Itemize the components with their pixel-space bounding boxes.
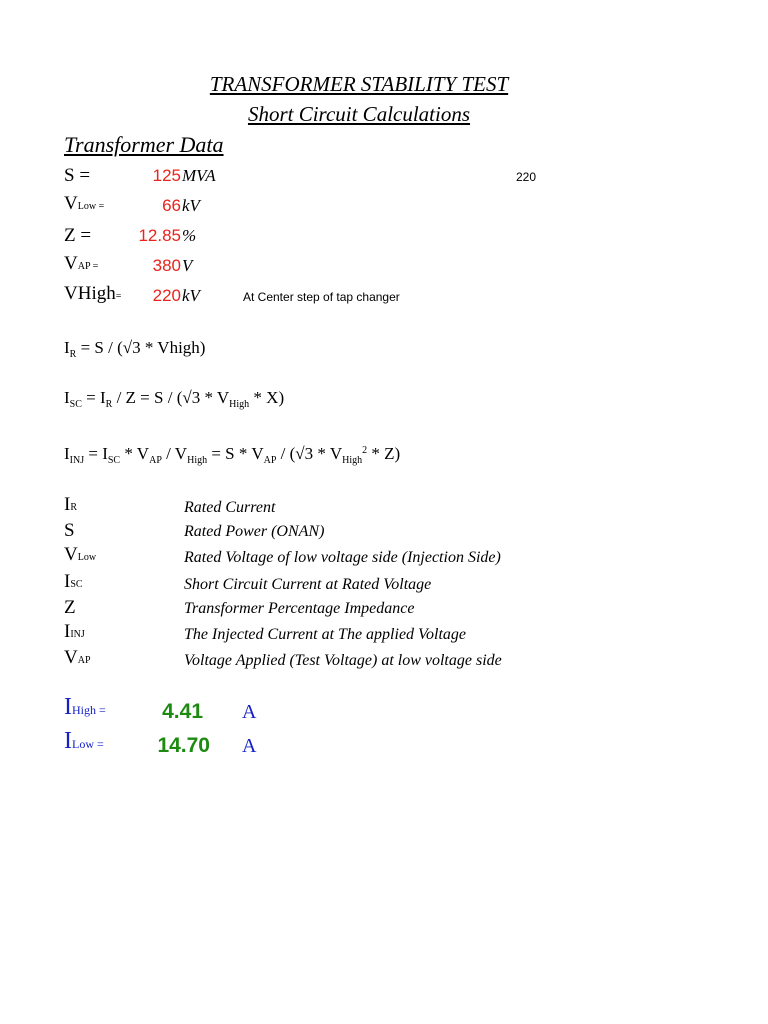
document-subtitle: Short Circuit Calculations bbox=[247, 102, 471, 126]
definition-text: The Injected Current at The applied Voltage bbox=[184, 626, 467, 643]
unit-z: % bbox=[182, 226, 197, 245]
value-v-low: 66 bbox=[162, 196, 181, 215]
formula-injected-current: $I_{INJ} = I_{SC} * V_{AP} / V_{High} = S * V_{AP} / (√3 * V_{High}^2 * Z)$ bbox=[64, 444, 401, 466]
definition-symbol: VAP bbox=[64, 647, 91, 668]
result-i-high-symbol: IHigh = bbox=[64, 694, 106, 720]
definition-text: Voltage Applied (Test Voltage) at low voltage side bbox=[184, 652, 502, 669]
result-i-low-value: 14.70 bbox=[157, 734, 210, 757]
result-i-high-unit: A bbox=[242, 701, 257, 723]
definition-symbol: VLow bbox=[64, 544, 97, 565]
label-z: Z = bbox=[64, 225, 92, 246]
note-tap-changer: At Center step of tap changer bbox=[243, 290, 400, 304]
result-i-low-unit: A bbox=[242, 735, 257, 757]
document-title: TRANSFORMER STABILITY TEST bbox=[209, 72, 509, 96]
definition-symbol: S bbox=[64, 520, 75, 541]
definition-text: Short Circuit Current at Rated Voltage bbox=[184, 576, 432, 593]
label-v-low: VLow = bbox=[64, 193, 105, 214]
formula-short-circuit-current: $I_{SC} = I_R / Z = S / (√3 * V_{High} * X)$ bbox=[64, 388, 285, 410]
definition-symbol: IR bbox=[64, 494, 77, 515]
value-s-extra: 220 bbox=[516, 170, 537, 184]
section-title-transformer-data: Transformer Data bbox=[64, 132, 224, 157]
unit-v-high: kV bbox=[182, 286, 200, 305]
value-z: 12.85 bbox=[138, 226, 181, 245]
value-v-high: 220 bbox=[152, 286, 181, 305]
label-s: S = bbox=[64, 165, 91, 186]
definition-text: Rated Current bbox=[184, 499, 276, 516]
result-i-high-value: 4.41 bbox=[162, 700, 203, 723]
value-v-ap: 380 bbox=[152, 256, 181, 275]
definition-symbol: IINJ bbox=[64, 621, 85, 642]
definition-text: Rated Power (ONAN) bbox=[184, 523, 325, 540]
unit-v-ap: V bbox=[182, 256, 193, 275]
label-v-ap: VAP = bbox=[64, 253, 99, 274]
definition-text: Rated Voltage of low voltage side (Injection Side) bbox=[184, 549, 501, 566]
definition-symbol: ISC bbox=[64, 571, 83, 592]
unit-v-low: kV bbox=[182, 196, 200, 215]
value-s: 125 bbox=[152, 166, 181, 185]
result-i-low-symbol: ILow = bbox=[64, 728, 104, 754]
definition-text: Transformer Percentage Impedance bbox=[184, 600, 415, 617]
label-v-high: VHigh= bbox=[64, 283, 122, 304]
formula-rated-current: $I_R = S / (√3$ * Vhigh) bbox=[64, 338, 206, 360]
definition-symbol: Z bbox=[64, 597, 76, 618]
unit-s: MVA bbox=[182, 166, 216, 185]
